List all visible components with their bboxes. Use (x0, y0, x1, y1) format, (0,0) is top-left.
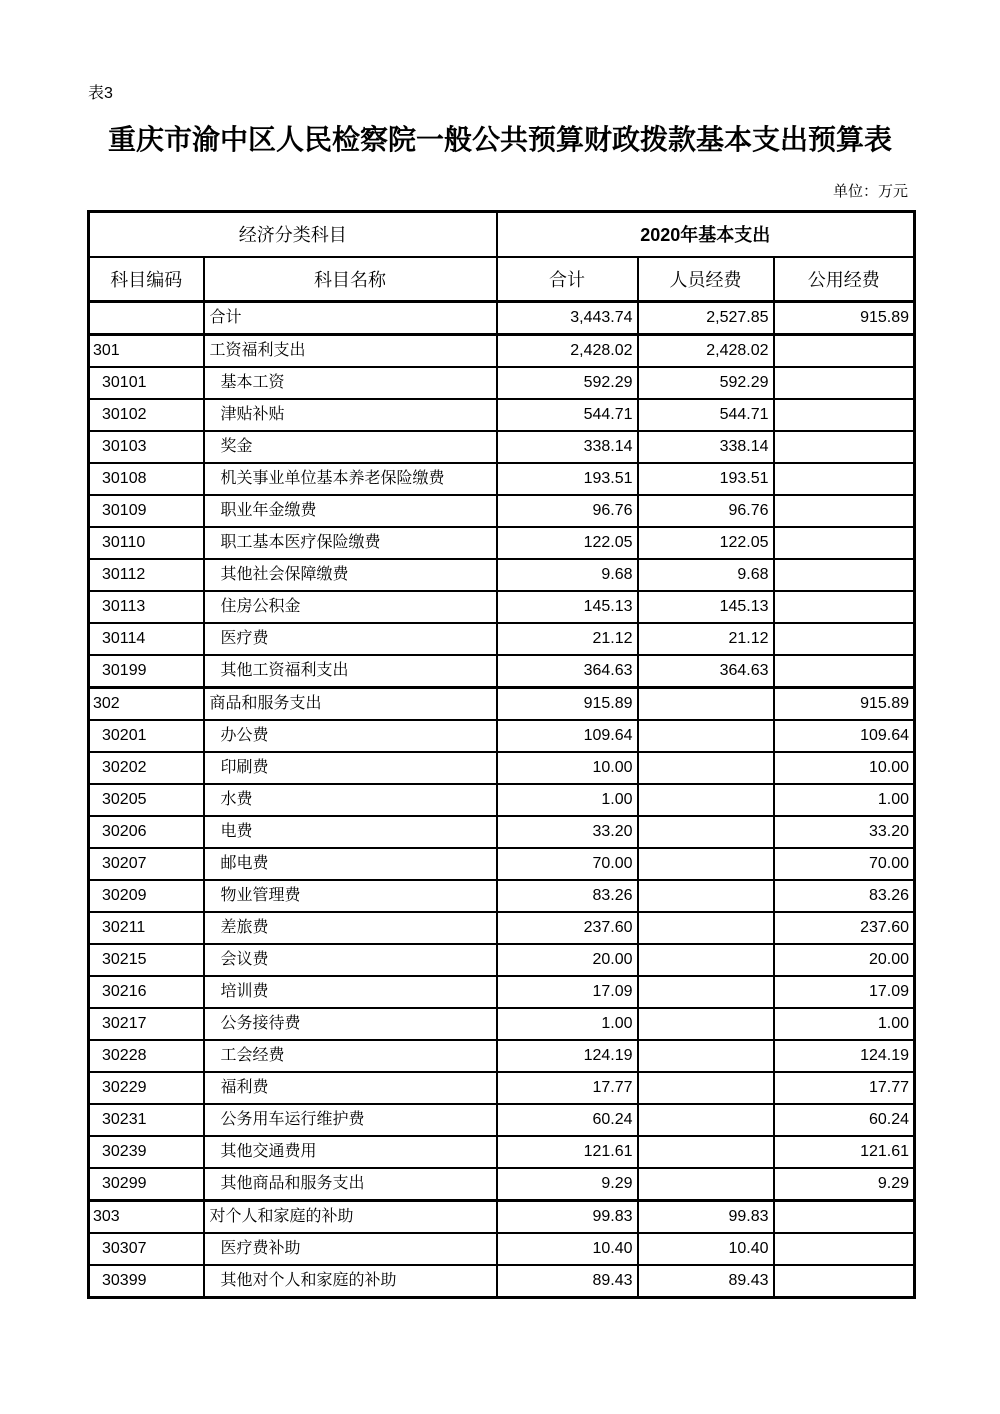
cell-public-funds (774, 495, 915, 527)
cell-total: 9.68 (497, 559, 638, 591)
cell-personnel-funds (638, 1104, 774, 1136)
cell-public-funds (774, 399, 915, 431)
table-row (89, 784, 915, 816)
table-row (89, 1233, 915, 1265)
header-2020-basic-expenditure: 2020年基本支出 (497, 212, 915, 257)
cell-total: 17.09 (497, 976, 638, 1008)
cell-total: 10.00 (497, 752, 638, 784)
table-row (89, 463, 915, 495)
cell-subject-name: 其他对个人和家庭的补助 (204, 1265, 497, 1298)
table-row (89, 944, 915, 976)
cell-public-funds: 124.19 (774, 1040, 915, 1072)
cell-personnel-funds: 99.83 (638, 1201, 774, 1234)
cell-total: 70.00 (497, 848, 638, 880)
cell-personnel-funds (638, 1168, 774, 1201)
cell-subject-code: 30399 (89, 1265, 204, 1298)
cell-subject-name: 津贴补贴 (204, 399, 497, 431)
table-row (89, 335, 915, 368)
cell-public-funds (774, 1201, 915, 1234)
cell-subject-name: 机关事业单位基本养老保险缴费 (204, 463, 497, 495)
cell-subject-code: 30112 (89, 559, 204, 591)
cell-subject-code: 30108 (89, 463, 204, 495)
column-header-subject-name: 科目名称 (204, 257, 497, 302)
cell-personnel-funds (638, 816, 774, 848)
cell-total: 21.12 (497, 623, 638, 655)
table-row (89, 752, 915, 784)
cell-personnel-funds (638, 912, 774, 944)
cell-total: 121.61 (497, 1136, 638, 1168)
cell-subject-name: 差旅费 (204, 912, 497, 944)
cell-personnel-funds: 145.13 (638, 591, 774, 623)
cell-subject-code: 303 (89, 1201, 204, 1234)
table-row (89, 591, 915, 623)
cell-subject-code: 30201 (89, 720, 204, 752)
cell-personnel-funds (638, 1008, 774, 1040)
cell-subject-code: 30109 (89, 495, 204, 527)
table-row (89, 495, 915, 527)
cell-subject-name: 培训费 (204, 976, 497, 1008)
cell-public-funds (774, 1265, 915, 1298)
cell-personnel-funds: 338.14 (638, 431, 774, 463)
cell-public-funds: 1.00 (774, 784, 915, 816)
cell-personnel-funds: 96.76 (638, 495, 774, 527)
cell-personnel-funds (638, 1136, 774, 1168)
table-row (89, 688, 915, 721)
cell-total: 338.14 (497, 431, 638, 463)
table-row (89, 848, 915, 880)
table-row (89, 367, 915, 399)
cell-subject-name: 邮电费 (204, 848, 497, 880)
cell-public-funds (774, 335, 915, 368)
cell-subject-code: 30114 (89, 623, 204, 655)
cell-personnel-funds: 364.63 (638, 655, 774, 688)
cell-subject-code: 301 (89, 335, 204, 368)
cell-subject-name: 印刷费 (204, 752, 497, 784)
cell-public-funds: 33.20 (774, 816, 915, 848)
table-row (89, 399, 915, 431)
cell-personnel-funds (638, 752, 774, 784)
cell-subject-name: 工资福利支出 (204, 335, 497, 368)
table-row (89, 720, 915, 752)
cell-public-funds: 60.24 (774, 1104, 915, 1136)
cell-subject-code: 30206 (89, 816, 204, 848)
table-row (89, 559, 915, 591)
cell-personnel-funds (638, 944, 774, 976)
cell-subject-code: 30299 (89, 1168, 204, 1201)
cell-public-funds (774, 463, 915, 495)
table-row (89, 1072, 915, 1104)
cell-subject-name: 其他商品和服务支出 (204, 1168, 497, 1201)
cell-subject-code (89, 302, 204, 335)
cell-total: 60.24 (497, 1104, 638, 1136)
cell-personnel-funds (638, 720, 774, 752)
cell-subject-code: 30211 (89, 912, 204, 944)
table-body (89, 302, 915, 1298)
cell-personnel-funds: 9.68 (638, 559, 774, 591)
cell-subject-code: 30110 (89, 527, 204, 559)
table-row (89, 1104, 915, 1136)
cell-subject-code: 30231 (89, 1104, 204, 1136)
cell-subject-code: 30205 (89, 784, 204, 816)
cell-subject-name: 会议费 (204, 944, 497, 976)
cell-subject-code: 30103 (89, 431, 204, 463)
cell-subject-name: 其他社会保障缴费 (204, 559, 497, 591)
cell-personnel-funds (638, 976, 774, 1008)
table-row (89, 1265, 915, 1298)
table-row (89, 302, 915, 335)
cell-personnel-funds: 193.51 (638, 463, 774, 495)
cell-subject-name: 基本工资 (204, 367, 497, 399)
cell-subject-name: 住房公积金 (204, 591, 497, 623)
cell-total: 364.63 (497, 655, 638, 688)
cell-subject-name: 办公费 (204, 720, 497, 752)
cell-subject-name: 物业管理费 (204, 880, 497, 912)
cell-public-funds (774, 591, 915, 623)
cell-public-funds: 17.77 (774, 1072, 915, 1104)
header-economic-classification: 经济分类科目 (89, 212, 497, 257)
cell-public-funds: 121.61 (774, 1136, 915, 1168)
cell-subject-code: 30102 (89, 399, 204, 431)
cell-public-funds (774, 623, 915, 655)
column-header-subject-code: 科目编码 (89, 257, 204, 302)
cell-subject-code: 30217 (89, 1008, 204, 1040)
table-row (89, 527, 915, 559)
cell-subject-code: 30113 (89, 591, 204, 623)
table-header-group-row (89, 212, 915, 257)
table-row (89, 1008, 915, 1040)
cell-subject-code: 30239 (89, 1136, 204, 1168)
cell-public-funds (774, 527, 915, 559)
cell-public-funds: 70.00 (774, 848, 915, 880)
cell-subject-code: 30215 (89, 944, 204, 976)
cell-subject-name: 福利费 (204, 1072, 497, 1104)
cell-public-funds (774, 367, 915, 399)
cell-total: 193.51 (497, 463, 638, 495)
cell-subject-name: 其他交通费用 (204, 1136, 497, 1168)
table-row (89, 655, 915, 688)
cell-personnel-funds: 21.12 (638, 623, 774, 655)
cell-total: 544.71 (497, 399, 638, 431)
cell-total: 592.29 (497, 367, 638, 399)
cell-personnel-funds: 2,428.02 (638, 335, 774, 368)
cell-subject-code: 30101 (89, 367, 204, 399)
cell-subject-name: 奖金 (204, 431, 497, 463)
cell-total: 9.29 (497, 1168, 638, 1201)
cell-personnel-funds: 10.40 (638, 1233, 774, 1265)
page-title: 重庆市渝中区人民检察院一般公共预算财政拨款基本支出预算表 (107, 124, 892, 155)
cell-subject-code: 30202 (89, 752, 204, 784)
cell-public-funds: 9.29 (774, 1168, 915, 1201)
cell-total: 3,443.74 (497, 302, 638, 335)
cell-personnel-funds: 89.43 (638, 1265, 774, 1298)
table-row (89, 623, 915, 655)
cell-subject-code: 30307 (89, 1233, 204, 1265)
table-row (89, 912, 915, 944)
cell-public-funds: 109.64 (774, 720, 915, 752)
cell-subject-name: 工会经费 (204, 1040, 497, 1072)
cell-total: 33.20 (497, 816, 638, 848)
cell-personnel-funds (638, 1072, 774, 1104)
table-row (89, 1040, 915, 1072)
budget-table (87, 210, 916, 1299)
cell-subject-name: 合计 (204, 302, 497, 335)
cell-subject-name: 公务用车运行维护费 (204, 1104, 497, 1136)
table-row (89, 431, 915, 463)
cell-total: 83.26 (497, 880, 638, 912)
cell-total: 915.89 (497, 688, 638, 721)
column-header-public-funds: 公用经费 (774, 257, 915, 302)
cell-personnel-funds: 544.71 (638, 399, 774, 431)
cell-subject-name: 职业年金缴费 (204, 495, 497, 527)
table-header-columns-row (89, 257, 915, 302)
cell-subject-name: 对个人和家庭的补助 (204, 1201, 497, 1234)
cell-total: 124.19 (497, 1040, 638, 1072)
cell-total: 20.00 (497, 944, 638, 976)
cell-subject-code: 30216 (89, 976, 204, 1008)
cell-personnel-funds: 592.29 (638, 367, 774, 399)
cell-subject-name: 水费 (204, 784, 497, 816)
cell-total: 145.13 (497, 591, 638, 623)
cell-public-funds (774, 1233, 915, 1265)
cell-personnel-funds (638, 880, 774, 912)
table-row (89, 1136, 915, 1168)
cell-subject-code: 30199 (89, 655, 204, 688)
cell-subject-name: 职工基本医疗保险缴费 (204, 527, 497, 559)
page-tag: 表3 (88, 85, 113, 102)
cell-subject-code: 30209 (89, 880, 204, 912)
cell-total: 99.83 (497, 1201, 638, 1234)
cell-subject-name: 医疗费补助 (204, 1233, 497, 1265)
cell-subject-name: 商品和服务支出 (204, 688, 497, 721)
cell-subject-code: 30228 (89, 1040, 204, 1072)
column-header-total: 合计 (497, 257, 638, 302)
cell-subject-name: 医疗费 (204, 623, 497, 655)
cell-subject-code: 302 (89, 688, 204, 721)
cell-total: 2,428.02 (497, 335, 638, 368)
cell-personnel-funds (638, 688, 774, 721)
cell-public-funds: 237.60 (774, 912, 915, 944)
cell-subject-code: 30229 (89, 1072, 204, 1104)
cell-public-funds (774, 655, 915, 688)
table-row (89, 976, 915, 1008)
cell-total: 17.77 (497, 1072, 638, 1104)
column-header-personnel-funds: 人员经费 (638, 257, 774, 302)
cell-subject-code: 30207 (89, 848, 204, 880)
cell-public-funds: 1.00 (774, 1008, 915, 1040)
cell-total: 96.76 (497, 495, 638, 527)
cell-total: 1.00 (497, 1008, 638, 1040)
cell-personnel-funds (638, 784, 774, 816)
cell-public-funds: 915.89 (774, 302, 915, 335)
cell-public-funds: 83.26 (774, 880, 915, 912)
cell-subject-name: 其他工资福利支出 (204, 655, 497, 688)
table-row (89, 1201, 915, 1234)
cell-total: 10.40 (497, 1233, 638, 1265)
cell-public-funds: 915.89 (774, 688, 915, 721)
cell-total: 237.60 (497, 912, 638, 944)
table-row (89, 1168, 915, 1201)
cell-total: 89.43 (497, 1265, 638, 1298)
cell-total: 1.00 (497, 784, 638, 816)
table-row (89, 880, 915, 912)
cell-subject-name: 电费 (204, 816, 497, 848)
cell-personnel-funds (638, 1040, 774, 1072)
cell-public-funds: 17.09 (774, 976, 915, 1008)
cell-public-funds: 20.00 (774, 944, 915, 976)
cell-personnel-funds: 122.05 (638, 527, 774, 559)
cell-personnel-funds (638, 848, 774, 880)
table-row (89, 816, 915, 848)
cell-total: 122.05 (497, 527, 638, 559)
cell-total: 109.64 (497, 720, 638, 752)
cell-public-funds (774, 431, 915, 463)
cell-personnel-funds: 2,527.85 (638, 302, 774, 335)
cell-subject-name: 公务接待费 (204, 1008, 497, 1040)
cell-public-funds: 10.00 (774, 752, 915, 784)
cell-public-funds (774, 559, 915, 591)
unit-label: 单位：万元 (832, 183, 908, 200)
